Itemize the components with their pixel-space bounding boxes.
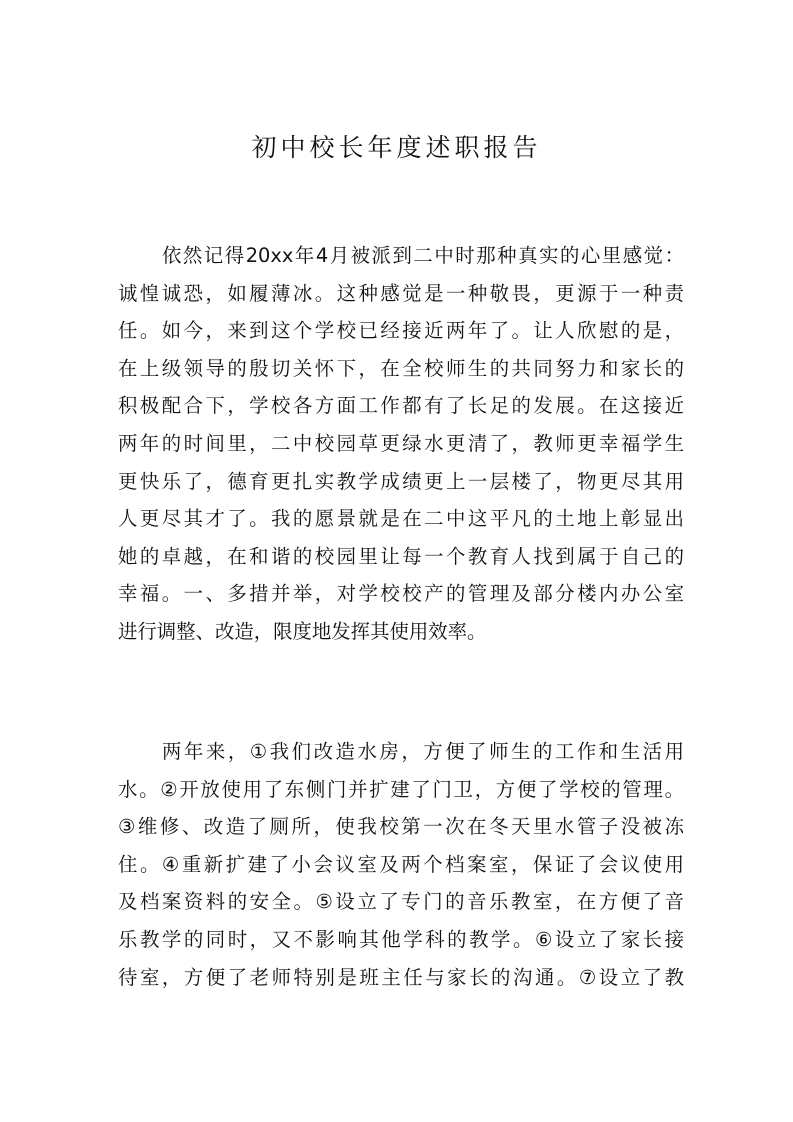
paragraph-line: 两年来，①我们改造水房，方便了师生的工作和生活用	[162, 740, 684, 763]
paragraph-line: 两年的时间里，二中校园草更绿水更清了，教师更幸福学生	[118, 431, 684, 455]
document-title: 初中校长年度述职报告	[251, 133, 542, 162]
paragraph-line: 乐教学的同时，又不影响其他学科的教学。⑥设立了家长接	[118, 927, 684, 951]
paragraph-line: 积极配合下，学校各方面工作都有了长足的发展。在这接近	[118, 394, 684, 418]
paragraph-line: 诚惶诚恐，如履薄冰。这种感觉是一种敬畏，更源于一种责	[118, 281, 684, 305]
paragraph-line: 人更尽其才了。我的愿景就是在二中这平凡的土地上彰显出	[118, 507, 684, 531]
paragraph-line: 水。②开放使用了东侧门并扩建了门卫，方便了学校的管理。	[118, 777, 684, 801]
paragraph-line: 及档案资料的安全。⑤设立了专门的音乐教室，在方便了音	[118, 890, 684, 914]
paragraph-line: 进行调整、改造，限度地发挥其使用效率。	[118, 619, 487, 643]
paragraph-line: 住。④重新扩建了小会议室及两个档案室，保证了会议使用	[118, 852, 684, 876]
paragraph-line: 依然记得20xx年4月被派到二中时那种真实的心里感觉：	[162, 244, 684, 267]
paragraph-line: ③维修、改造了厕所，使我校第一次在冬天里水管子没被冻	[118, 815, 684, 839]
paragraph-2	[118, 733, 684, 996]
paragraph-line: 她的卓越，在和谐的校园里让每一个教育人找到属于自己的	[118, 544, 684, 568]
paragraph-line: 更快乐了，德育更扎实教学成绩更上一层楼了，物更尽其用	[118, 469, 684, 493]
paragraph-line: 在上级领导的殷切关怀下，在全校师生的共同努力和家长的	[118, 356, 684, 380]
paragraph-line: 幸福。一、多措并举，对学校校产的管理及部分楼内办公室	[118, 582, 684, 606]
paragraph-line: 任。如今，来到这个学校已经接近两年了。让人欣慰的是，	[118, 319, 684, 343]
paragraph-1	[118, 237, 684, 651]
paragraph-line: 待室，方便了老师特别是班主任与家长的沟通。⑦设立了教	[118, 965, 684, 989]
